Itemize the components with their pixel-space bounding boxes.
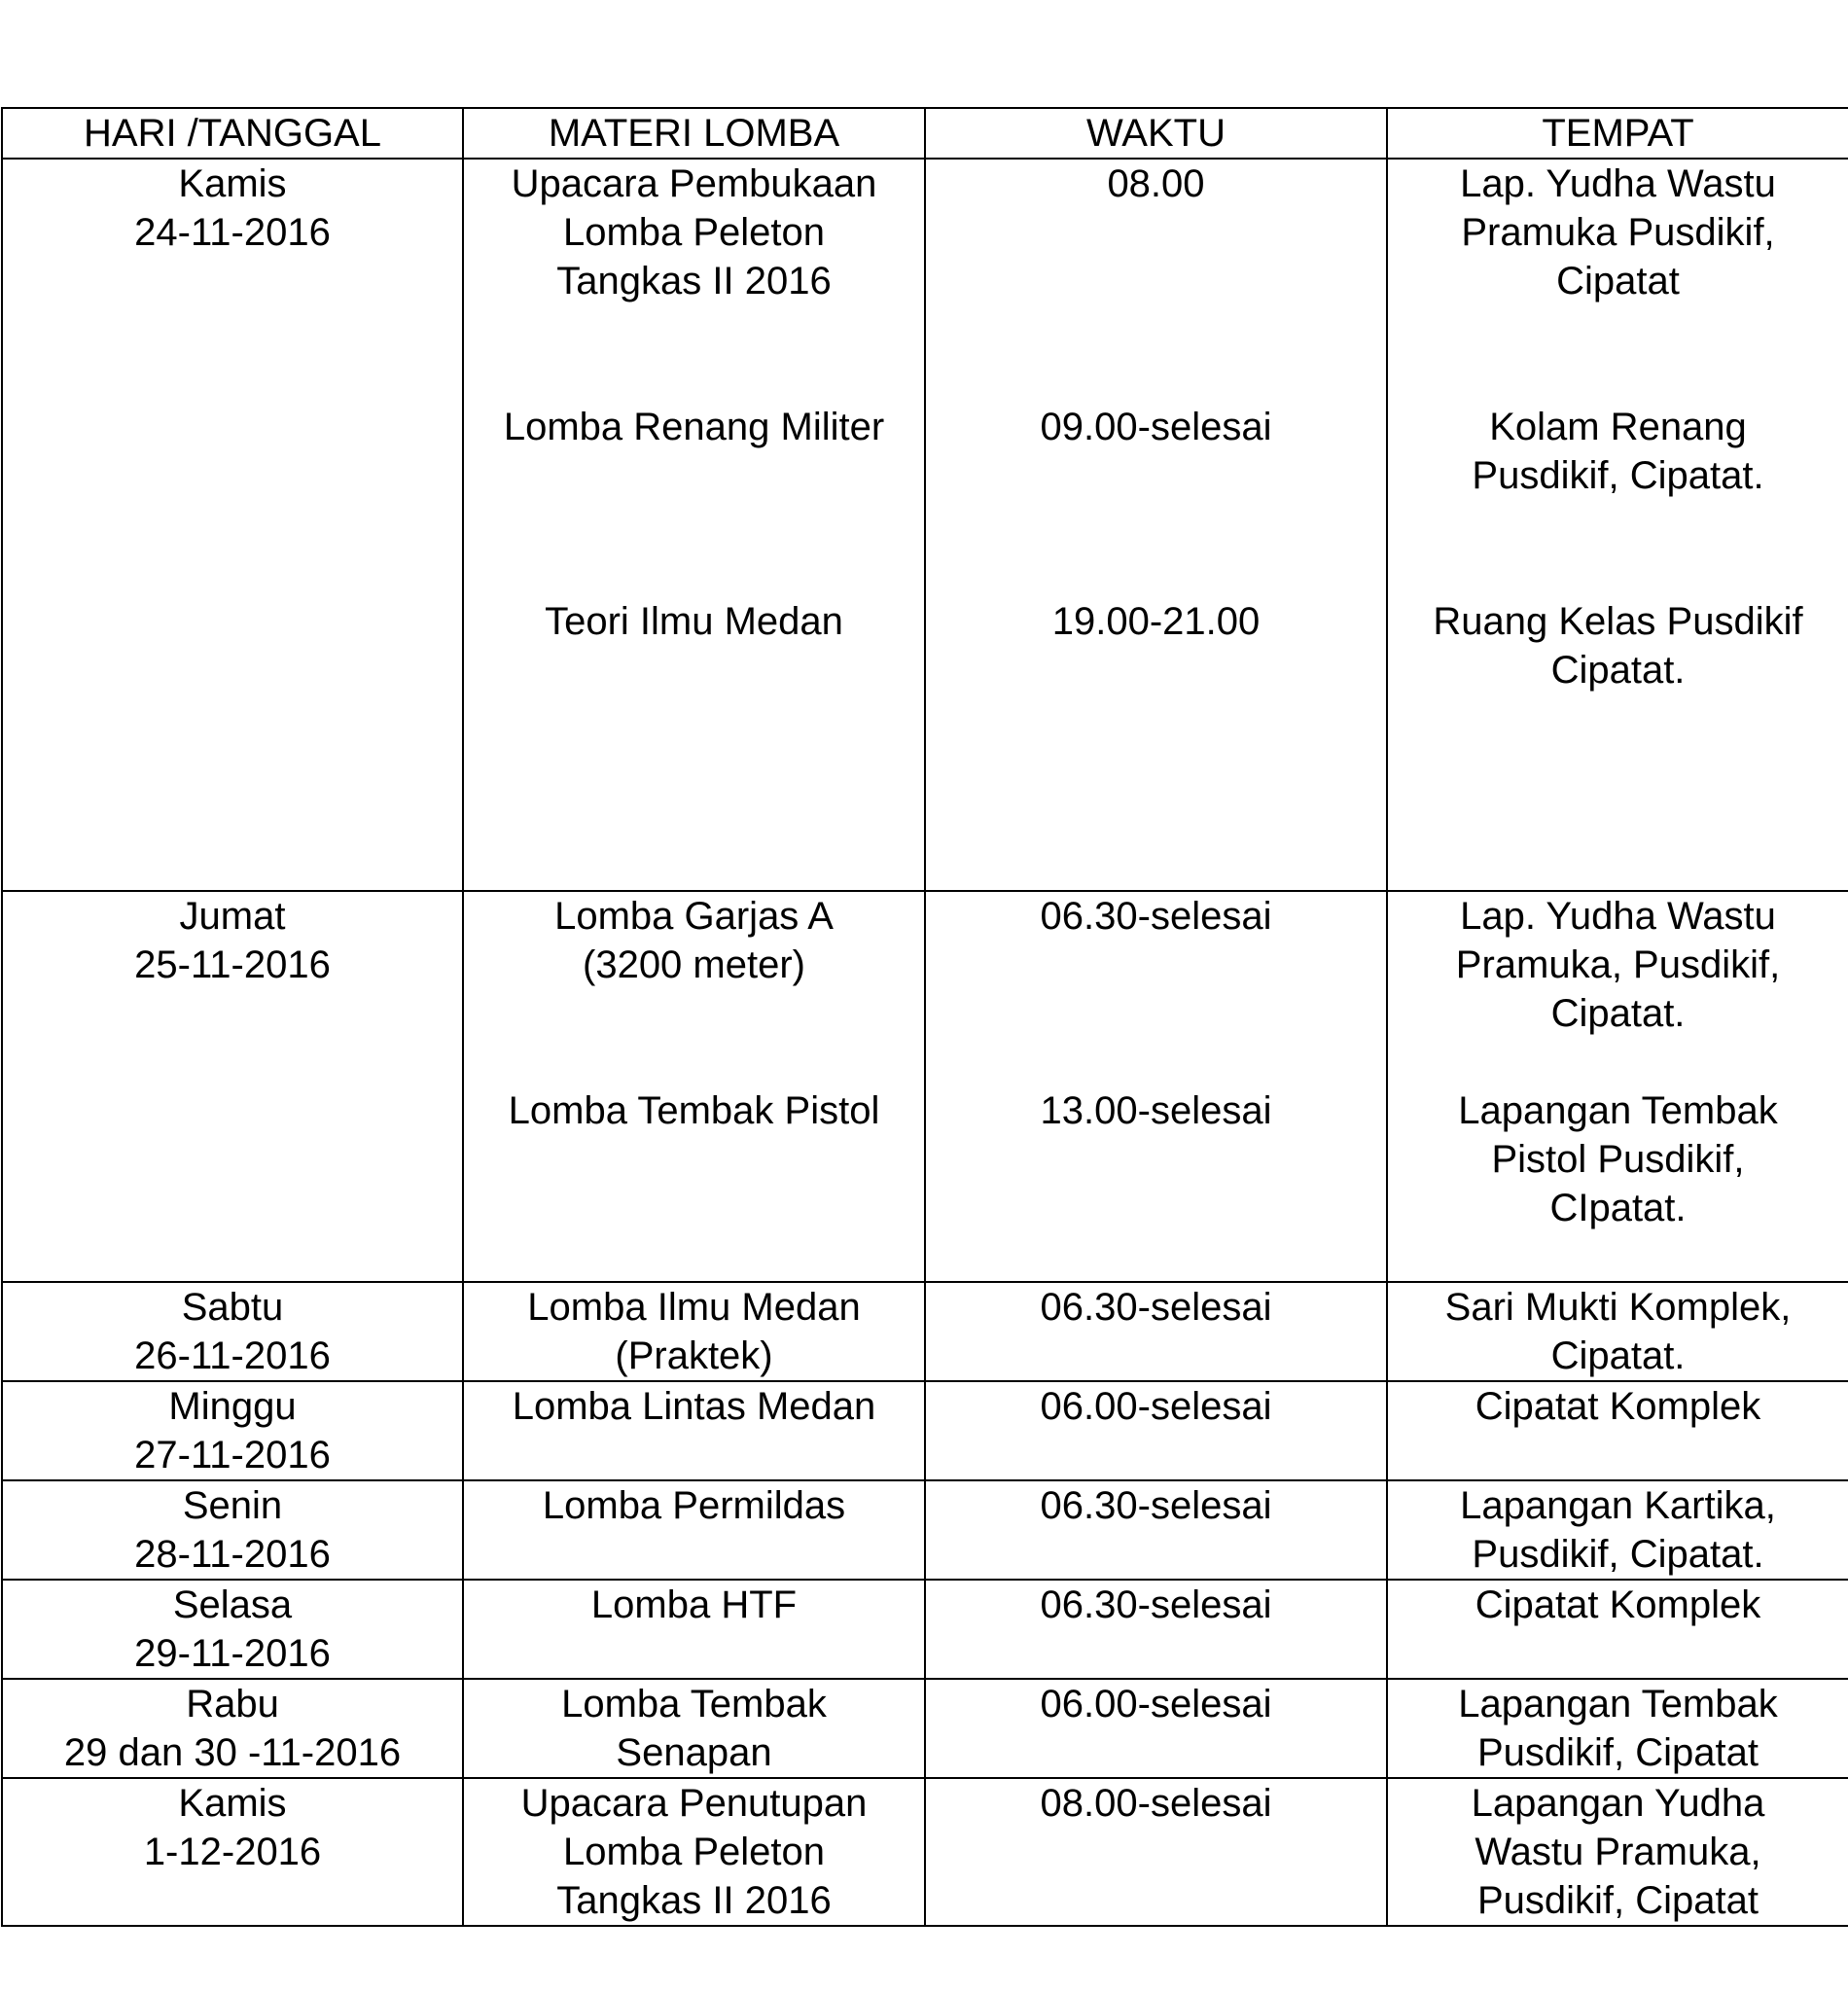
- place-line: Cipatat.: [1550, 649, 1686, 692]
- date-label: 26-11-2016: [134, 1334, 331, 1377]
- date-label: 28-11-2016: [134, 1533, 331, 1576]
- event-place: [1388, 597, 1848, 694]
- time-value: 06.00-selesai: [1040, 1683, 1272, 1725]
- event-time: [926, 160, 1386, 305]
- place-cell: [1387, 1580, 1848, 1679]
- schedule-table: [1, 107, 1848, 1927]
- table-row: [2, 1580, 1848, 1679]
- event-place: [1388, 160, 1848, 305]
- event-place: [1388, 1086, 1848, 1232]
- material-cell: [463, 891, 925, 1282]
- event-time: [926, 892, 1386, 1038]
- place-line: Lapangan Tembak: [1458, 1683, 1778, 1725]
- material-line: Lomba Tembak: [561, 1683, 827, 1725]
- day-label: Kamis: [178, 162, 287, 205]
- time-value: 06.30-selesai: [1040, 1286, 1272, 1329]
- header-time: WAKTU: [925, 108, 1387, 159]
- event-material: [464, 160, 924, 305]
- place-line: Pistol Pusdikif,: [1491, 1138, 1745, 1181]
- header-material: MATERI LOMBA: [463, 108, 925, 159]
- material-line: Lomba Peleton: [562, 211, 826, 254]
- day-label: Senin: [182, 1484, 283, 1527]
- place-line: Cipatat.: [1550, 992, 1686, 1035]
- time-cell: [925, 1679, 1387, 1778]
- material-line: Lomba Ilmu Medan: [527, 1286, 861, 1329]
- time-cell: [925, 1381, 1387, 1480]
- material-line: Lomba Renang Militer: [503, 406, 885, 448]
- time-value: 09.00-selesai: [1040, 406, 1272, 448]
- day-label: Rabu: [186, 1683, 279, 1725]
- place-line: Lapangan Tembak: [1458, 1089, 1778, 1132]
- time-value: 13.00-selesai: [1040, 1089, 1272, 1132]
- material-line: Lomba Peleton: [562, 1831, 826, 1873]
- event-place: [1388, 403, 1848, 500]
- material-cell: [463, 1580, 925, 1679]
- place-line: CIpatat.: [1549, 1187, 1687, 1229]
- table-row: [2, 1778, 1848, 1926]
- date-label: 29-11-2016: [134, 1632, 331, 1675]
- material-line: Teori Ilmu Medan: [545, 600, 843, 643]
- place-cell: [1387, 1282, 1848, 1381]
- material-line: Senapan: [616, 1731, 772, 1774]
- date-label: 27-11-2016: [134, 1434, 331, 1476]
- place-line: Cipatat Komplek: [1475, 1583, 1761, 1626]
- day-date-cell: [2, 159, 463, 891]
- time-value: 06.30-selesai: [1040, 1583, 1272, 1626]
- header-place: TEMPAT: [1387, 108, 1848, 159]
- place-cell: [1387, 1480, 1848, 1580]
- date-label: 24-11-2016: [134, 211, 331, 254]
- material-line: Lomba HTF: [590, 1583, 798, 1626]
- time-value: 06.30-selesai: [1040, 895, 1272, 938]
- time-cell: [925, 1778, 1387, 1926]
- event-time: [926, 597, 1386, 646]
- table-row: [2, 1282, 1848, 1381]
- material-cell: [463, 1778, 925, 1926]
- header-row: [2, 108, 1848, 159]
- place-cell: [1387, 1381, 1848, 1480]
- material-line: Lomba Permildas: [542, 1484, 846, 1527]
- place-line: Kolam Renang: [1489, 406, 1747, 448]
- place-cell: [1387, 1778, 1848, 1926]
- material-line: Upacara Penutupan: [520, 1782, 868, 1825]
- day-date-cell: [2, 1778, 463, 1926]
- material-line: Tangkas II 2016: [556, 260, 832, 302]
- time-value: 08.00-selesai: [1040, 1782, 1272, 1825]
- place-line: Pramuka Pusdikif,: [1461, 211, 1775, 254]
- place-line: Ruang Kelas Pusdikif: [1433, 600, 1803, 643]
- place-cell: [1387, 891, 1848, 1282]
- date-label: 29 dan 30 -11-2016: [63, 1731, 402, 1774]
- event-material: [464, 597, 924, 646]
- time-cell: [925, 1480, 1387, 1580]
- day-date-cell: [2, 1381, 463, 1480]
- event-place: [1388, 892, 1848, 1038]
- time-value: 08.00: [1107, 162, 1205, 205]
- day-label: Sabtu: [181, 1286, 284, 1329]
- header-day-date: HARI /TANGGAL: [2, 108, 463, 159]
- place-line: Pusdikif, Cipatat: [1476, 1879, 1759, 1922]
- material-line: Tangkas II 2016: [556, 1879, 832, 1922]
- place-line: Lap. Yudha Wastu: [1460, 162, 1776, 205]
- material-cell: [463, 1480, 925, 1580]
- day-label: Selasa: [172, 1583, 293, 1626]
- material-line: Lomba Tembak Pistol: [508, 1089, 880, 1132]
- event-time: [926, 403, 1386, 451]
- place-line: Pusdikif, Cipatat.: [1472, 1533, 1764, 1576]
- place-line: Cipatat Komplek: [1475, 1385, 1761, 1428]
- time-value: 06.00-selesai: [1040, 1385, 1272, 1428]
- place-line: Cipatat: [1556, 260, 1680, 302]
- day-date-cell: [2, 891, 463, 1282]
- day-label: Jumat: [179, 895, 286, 938]
- place-line: Sari Mukti Komplek,: [1444, 1286, 1792, 1329]
- table-row: [2, 159, 1848, 891]
- day-date-cell: [2, 1679, 463, 1778]
- material-line: Lomba Garjas A: [554, 895, 834, 938]
- place-line: Lap. Yudha Wastu: [1460, 895, 1776, 938]
- place-line: Cipatat.: [1550, 1334, 1686, 1377]
- place-line: Lapangan Yudha: [1471, 1782, 1765, 1825]
- table-row: [2, 1480, 1848, 1580]
- place-cell: [1387, 159, 1848, 891]
- time-value: 19.00-21.00: [1051, 600, 1261, 643]
- table-row: [2, 1679, 1848, 1778]
- day-label: Minggu: [168, 1385, 297, 1428]
- time-cell: [925, 1580, 1387, 1679]
- event-time: [926, 1086, 1386, 1135]
- place-cell: [1387, 1679, 1848, 1778]
- place-line: Pusdikif, Cipatat.: [1472, 454, 1764, 497]
- place-line: Pramuka, Pusdikif,: [1455, 943, 1781, 986]
- time-cell: [925, 1282, 1387, 1381]
- event-material: [464, 892, 924, 1038]
- time-value: 06.30-selesai: [1040, 1484, 1272, 1527]
- material-cell: [463, 1282, 925, 1381]
- place-line: Pusdikif, Cipatat: [1476, 1731, 1759, 1774]
- date-label: 1-12-2016: [143, 1831, 322, 1873]
- material-line: (3200 meter): [583, 943, 805, 986]
- event-material: [464, 1086, 924, 1135]
- day-date-cell: [2, 1480, 463, 1580]
- day-date-cell: [2, 1282, 463, 1381]
- material-line: Upacara Pembukaan: [511, 162, 877, 205]
- material-cell: [463, 159, 925, 891]
- material-line: (Praktek): [615, 1334, 773, 1377]
- day-date-cell: [2, 1580, 463, 1679]
- day-label: Kamis: [178, 1782, 287, 1825]
- time-cell: [925, 159, 1387, 891]
- place-line: Wastu Pramuka,: [1475, 1831, 1761, 1873]
- material-line: Lomba Lintas Medan: [512, 1385, 876, 1428]
- table-row: [2, 1381, 1848, 1480]
- table-row: [2, 891, 1848, 1282]
- material-cell: [463, 1381, 925, 1480]
- event-material: [464, 403, 924, 451]
- material-cell: [463, 1679, 925, 1778]
- time-cell: [925, 891, 1387, 1282]
- place-line: Lapangan Kartika,: [1460, 1484, 1776, 1527]
- date-label: 25-11-2016: [134, 943, 331, 986]
